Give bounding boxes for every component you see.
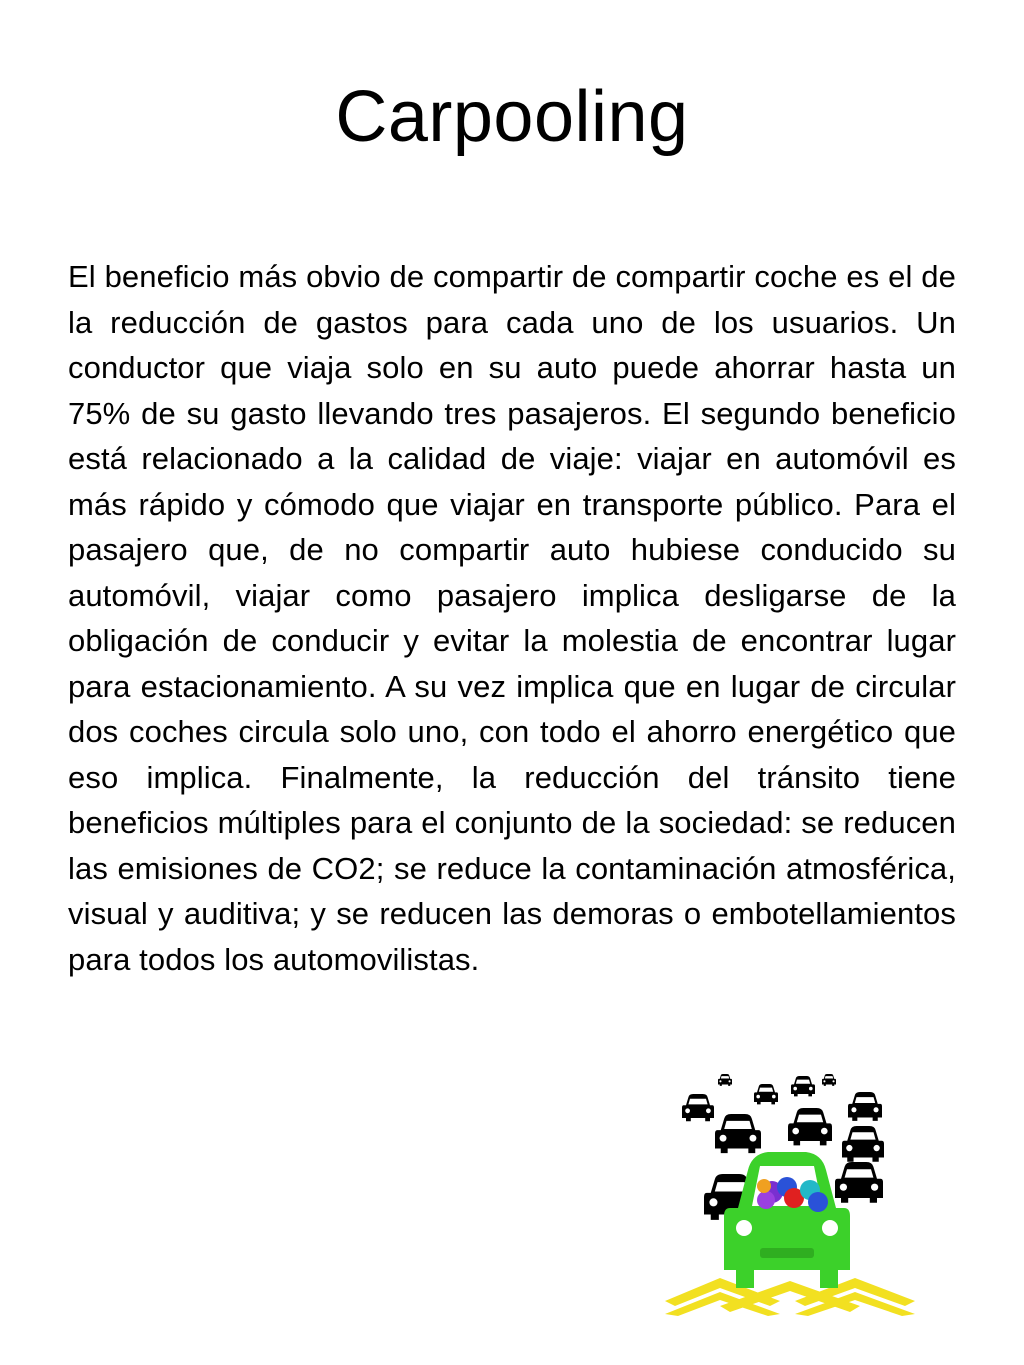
slide-body-text: El beneficio más obvio de compartir de compartir coche es el de la reducción de gastos para cada uno de los usuarios. Un conductor que viaja solo en su auto puede ahorrar hasta un 75% de su gasto llevando tres pasajeros. El segundo beneficio está relacionado a la calidad de viaje: viajar en automóvil es más rápido y cómodo que viajar en transporte público. Para el pasajero que, de no compartir auto hubiese conducido su automóvil, viajar como pasajero implica desligarse de la obligación de conducir y evitar la molestia de encontrar lugar para estacionamiento. A su vez implica que en lugar de circular dos coches circula solo uno, con todo el ahorro energético que eso implica. Finalmente, la reducción del tránsito tiene beneficios múltiples para el conjunto de la sociedad: se reducen las emisiones de CO2; se reduce la contaminación atmosférica, visual y auditiva; y se reducen las demoras o embotellamientos para todos los automovilistas. <box>68 259 956 977</box>
green-carpool-car <box>724 1152 850 1288</box>
road-chevrons <box>665 1278 915 1316</box>
slide-title: Carpooling <box>335 77 689 157</box>
carpool-traffic-icon <box>660 1066 920 1316</box>
